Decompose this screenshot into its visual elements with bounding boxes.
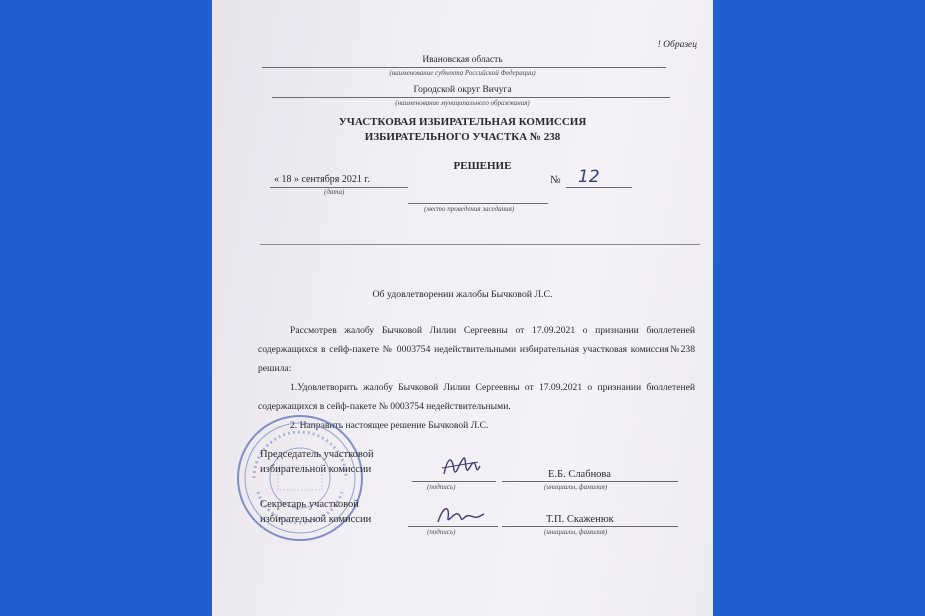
municipality-underline — [272, 97, 670, 98]
sample-mark: ! Образец — [657, 40, 697, 50]
chair-name-line — [502, 481, 678, 482]
decision-subject: Об удовлетворении жалобы Бычковой Л.С. — [372, 289, 553, 300]
secretary-signature-line — [408, 526, 498, 527]
secretary-title-line1: Секретарь участковой — [260, 499, 359, 510]
secretary-signature-caption: (подпись) — [427, 528, 456, 536]
secretary-title — [260, 497, 371, 527]
chair-title-line2: избирательной комиссии — [260, 464, 372, 475]
date-caption: (дата) — [324, 188, 345, 196]
place-caption: (место проведения заседания) — [424, 205, 515, 213]
number-underline — [566, 187, 632, 188]
municipality-caption: (наименование муниципального образования) — [395, 99, 530, 107]
region-underline — [262, 67, 666, 68]
separator-line — [260, 244, 700, 245]
secretary-name-line — [502, 526, 678, 527]
region-name: Ивановская область — [422, 55, 503, 65]
decision-paragraph: Рассмотрев жалобу Бычковой Лилии Сергеевны от 17.09.2021 о признании бюллетеней содержащихся в сейф-пакете № 0003754 недействительными избирательная участковая комиссия№238 решила: — [258, 325, 695, 374]
decision-heading: РЕШЕНИЕ — [453, 160, 512, 172]
number-prefix: № — [550, 174, 561, 186]
chair-title — [260, 447, 374, 477]
chair-signature-icon — [440, 452, 484, 480]
secretary-signature-icon — [434, 502, 486, 528]
municipality-name: Городской округ Вичуга — [413, 85, 512, 95]
chair-name: Е.Б. Слабнова — [548, 469, 611, 480]
commission-title-line1: УЧАСТКОВАЯ ИЗБИРАТЕЛЬНАЯ КОМИССИЯ — [338, 116, 587, 128]
secretary-title-line2: избирательной комиссии — [260, 514, 372, 525]
chair-title-line1: Председатель участковой — [260, 449, 374, 460]
secretary-name-caption: (инициалы, фамилия) — [544, 528, 608, 536]
commission-title-line2: ИЗБИРАТЕЛЬНОГО УЧАСТКА № 238 — [364, 131, 561, 143]
place-underline — [408, 203, 548, 204]
secretary-name: Т.П. Скаженюк — [546, 514, 614, 525]
decision-date: « 18 » сентября 2021 г. — [274, 174, 370, 185]
chair-name-caption: (инициалы, фамилия) — [544, 483, 608, 491]
document-page — [212, 0, 713, 616]
decision-number: 12 — [578, 167, 600, 187]
decision-item-1: 1.Удовлетворить жалобу Бычковой Лилии Сергеевны от 17.09.2021 о признании бюллетеней содержащихся в сейф-пакете № 0003754 недействительными. — [258, 382, 695, 412]
chair-signature-line — [412, 481, 496, 482]
region-caption: (наименование субъекта Российской Федерации) — [389, 69, 536, 77]
chair-signature-caption: (подпись) — [427, 483, 456, 491]
decision-item-2: 2. Направить настоящее решение Бычковой Л.С. — [290, 420, 489, 431]
